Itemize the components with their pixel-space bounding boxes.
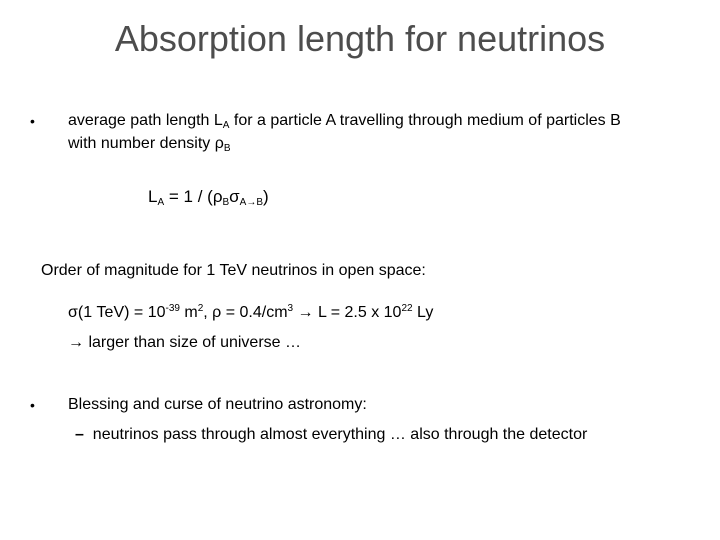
formula-rho: ρ [212,187,223,206]
slide-title: Absorption length for neutrinos [114,18,606,59]
definition-subscript: A [222,120,230,131]
formula-mid: = 1 / ( [164,187,213,206]
calc-exponent-2: 2 [197,303,204,314]
bullet-1: • [30,113,35,129]
definition-line-2 [68,133,231,155]
formula-sigma: σ [229,187,240,206]
sub-point-dash: – [75,426,84,443]
calc-text-e: L = 2.5 x 10 [317,304,402,321]
conclusion-line [68,332,301,354]
sub-point [75,424,587,446]
magnitude-heading: Order of magnitude for 1 TeV neutrinos in open space: [41,262,426,279]
formula-rho-subscript: B [222,197,230,208]
bullet-2: • [30,397,35,413]
right-arrow-icon: → [293,304,318,321]
rho-subscript: B [223,143,231,154]
calc-text-c: , [203,304,213,321]
calc-text-f: Ly [412,304,434,321]
definition-text-2: with number density [68,135,215,152]
formula-lhs: L [148,187,158,206]
definition-line-1 [68,110,621,132]
sub-point-text: neutrinos pass through almost everything … also through the detector [92,426,588,443]
rho-symbol: ρ [214,135,224,152]
calc-exponent-1: -39 [165,303,180,314]
implies-arrow-icon: → [68,334,84,351]
calc-rho: ρ [212,304,222,321]
calc-text-b: m [179,304,198,321]
absorption-formula [148,186,269,208]
blessing-heading: Blessing and curse of neutrino astronomy: [68,396,367,413]
sigma-symbol: σ(1 [68,304,93,321]
conclusion-text: larger than size of universe … [84,334,301,351]
definition-text: average path length L [68,112,223,129]
formula-lhs-subscript: A [157,197,165,208]
cross-section-calculation [68,302,433,324]
calc-exponent-4: 22 [401,303,413,314]
definition-text-cont: for a particle A travelling through medium of particles B [229,112,621,129]
calc-text-d: = 0.4/cm [221,304,288,321]
calc-text-a: TeV) = 10 [92,304,166,321]
calc-exponent-3: 3 [287,303,294,314]
formula-close: ) [263,187,269,206]
formula-sigma-subscript: A→B [239,197,263,208]
